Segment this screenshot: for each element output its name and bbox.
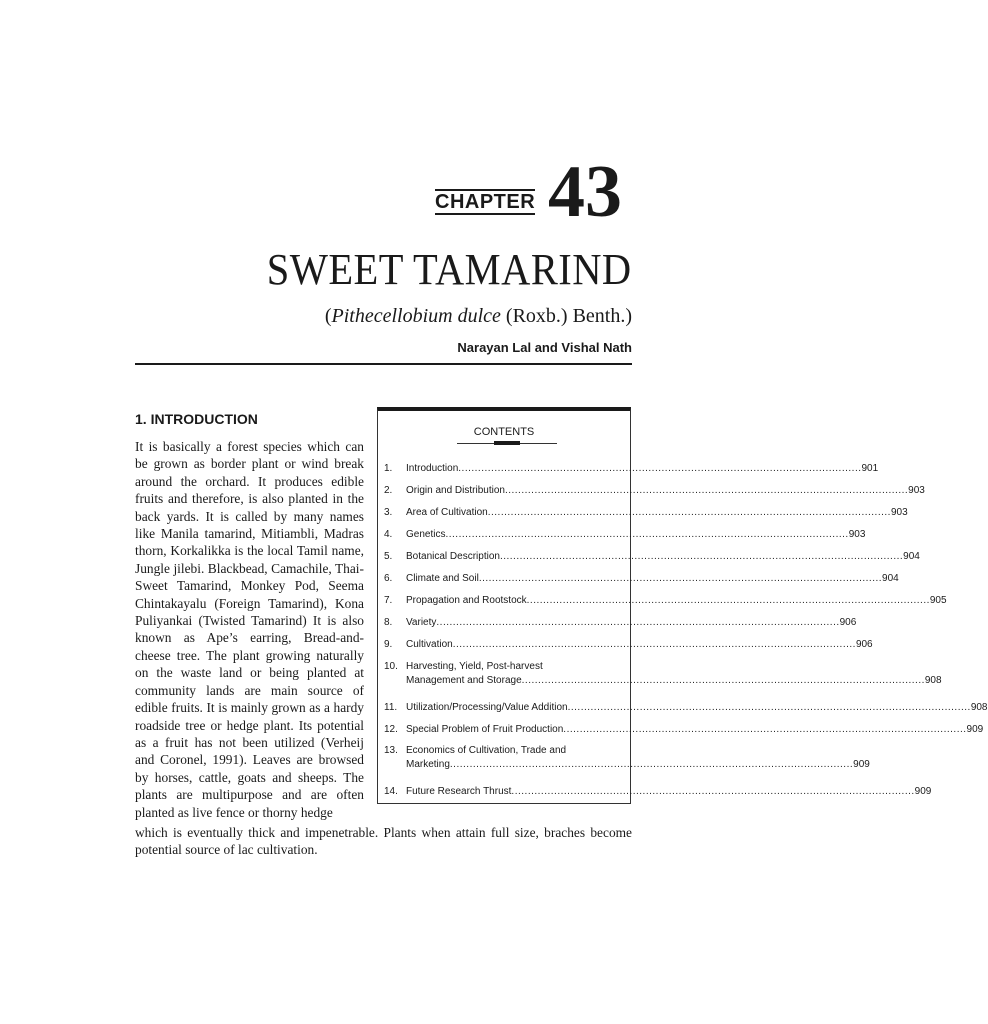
contents-item-page: 908 [924, 675, 942, 686]
contents-item-page: 903 [848, 529, 866, 540]
contents-item [384, 595, 947, 606]
contents-item-page: 904 [903, 551, 920, 562]
contents-item-number: 5. [384, 551, 393, 562]
contents-item-number: 12. [384, 724, 398, 735]
contents-item [384, 786, 932, 797]
contents-item-number: 1. [384, 463, 393, 474]
contents-item-page: 906 [839, 617, 857, 628]
contents-item [384, 724, 984, 735]
body-line: on the waste land or being planted at [135, 665, 364, 681]
contents-item-number: 6. [384, 573, 393, 584]
contents-item [384, 463, 879, 474]
body-line: Jungle jilebi. Blackbead, Camachile, Thai- [135, 560, 364, 576]
scientific-name [325, 305, 632, 328]
body-line: community lands are main source of [135, 682, 364, 698]
contents-item-label: Introduction [406, 463, 459, 474]
contents-item-number: 4. [384, 529, 393, 540]
contents-leader-dots [450, 759, 853, 770]
contents-item-number: 7. [384, 595, 393, 606]
contents-item [384, 529, 866, 540]
contents-item-label: Management and Storage [406, 675, 522, 686]
contents-box [377, 407, 988, 804]
contents-item-page: 901 [861, 463, 879, 474]
contents-item [384, 551, 920, 562]
contents-item-number: 2. [384, 485, 393, 496]
contents-leader-dots [568, 702, 971, 713]
body-line: cheese tree. The plant growing naturally [135, 647, 364, 663]
contents-item-label: Future Research Thrust [406, 786, 512, 797]
body-line: edible fruits. It is mainly grown as a hardy [135, 700, 364, 716]
body-line: be grown as border plant or wind break [135, 456, 364, 472]
contents-item [384, 702, 988, 713]
body-line: potential source of lac cultivation. [135, 842, 318, 858]
contents-item [384, 485, 925, 496]
body-line: Puliyankai (Twisted Tamarind) It is also [135, 613, 364, 629]
introduction-heading: 1. INTRODUCTION [135, 411, 258, 427]
contents-item-label: Climate and Soil [406, 573, 479, 584]
contents-item [384, 573, 899, 584]
contents-rule-mark [494, 441, 520, 445]
contents-leader-dots [453, 639, 856, 650]
contents-item-label: Utilization/Processing/Value Addition [406, 702, 568, 713]
contents-item-page: 909 [853, 759, 870, 770]
body-line: Sweet Tamarind, Monkey Pod, Seema [135, 578, 364, 594]
contents-item-label: Marketing [406, 759, 450, 770]
contents-item [384, 745, 870, 770]
contents-item-page: 906 [855, 639, 873, 650]
contents-item [384, 661, 942, 686]
body-line: back yards. It is called by many names [135, 508, 364, 524]
contents-item [384, 639, 873, 650]
body-line: It is basically a forest species which can [135, 439, 364, 454]
contents-item-label: Botanical Description [406, 551, 500, 562]
contents-item-page: 909 [966, 724, 984, 735]
contents-item [384, 507, 908, 518]
contents-leader-dots [445, 529, 848, 540]
header-divider [135, 363, 632, 365]
contents-item-page: 908 [970, 702, 988, 713]
contents-item-page: 903 [908, 485, 925, 496]
chapter-number: 43 [548, 151, 622, 233]
contents-item [384, 617, 857, 628]
contents-item-label: Economics of Cultivation, Trade and [406, 745, 567, 756]
contents-item-label: Area of Cultivation [406, 507, 488, 518]
body-line: thorn, Korkalikka is the local Tamil name, [135, 543, 364, 559]
body-line: planted as live fence or thorny hedge [135, 804, 333, 820]
contents-leader-dots [522, 675, 925, 686]
contents-item-label: Harvesting, Yield, Post-harvest [406, 661, 543, 672]
contents-item-number: 10. [384, 661, 398, 672]
body-line: and Coronel, 1991). Leaves are browsed [135, 752, 364, 768]
body-line: Chintakayalu (Foreign Tamarind), Kona [135, 595, 364, 611]
contents-leader-dots [563, 724, 966, 735]
body-line: known as Ape’s earring, Bread-and- [135, 630, 364, 646]
contents-item-label: Propagation and Rootstock [406, 595, 527, 606]
contents-item-label: Origin and Distribution [406, 485, 505, 496]
body-line: fruits and therefore, is also planted in the [135, 491, 364, 507]
contents-item-number: 13. [384, 745, 398, 756]
contents-leader-dots [479, 573, 882, 584]
contents-leader-dots [458, 463, 861, 474]
contents-item-page: 909 [914, 786, 932, 797]
sci-authority: (Roxb.) Benth.) [500, 305, 632, 327]
contents-item-page: 905 [929, 595, 947, 606]
contents-item-page: 903 [890, 507, 908, 518]
chapter-title: SWEET TAMARIND [267, 245, 632, 294]
contents-item-label: Cultivation [406, 639, 453, 650]
contents-item-label: Genetics [406, 529, 446, 540]
contents-item-number: 9. [384, 639, 393, 650]
body-line: plants are multipurpose and are often [135, 787, 364, 803]
chapter-label: CHAPTER [435, 191, 536, 213]
contents-item-page: 904 [882, 573, 899, 584]
contents-item-number: 3. [384, 507, 393, 518]
body-line: as a fruit has not been utilized (Verheij [135, 734, 364, 750]
contents-item-number: 14. [384, 786, 398, 797]
contents-title: CONTENTS [473, 426, 535, 438]
contents-item-number: 11. [384, 702, 398, 713]
body-line: around the orchard. It produces edible [135, 473, 364, 489]
contents-leader-dots [500, 551, 903, 562]
contents-item-label: Special Problem of Fruit Production [406, 724, 564, 735]
contents-leader-dots [527, 595, 930, 606]
introduction-body-wide [135, 824, 632, 859]
contents-leader-dots [505, 485, 908, 496]
contents-leader-dots [436, 617, 839, 628]
contents-leader-dots [488, 507, 891, 518]
body-line: which is eventually thick and impenetrable. Plants when attain full size, braches become [135, 825, 632, 840]
authors: Narayan Lal and Vishal Nath [457, 340, 632, 355]
contents-item-label: Variety [406, 617, 437, 628]
sci-open-paren: ( [324, 305, 332, 327]
contents-item-number: 8. [384, 617, 393, 628]
introduction-body-narrow [135, 438, 364, 821]
contents-leader-dots [511, 786, 914, 797]
sci-genus-species: Pithecellobium dulce [331, 305, 501, 327]
body-line: by horses, cattle, goats and sheeps. The [135, 769, 364, 785]
body-line: like Manila tamarind, Mitiambli, Madras [135, 526, 364, 542]
body-line: roadside tree or hedge plant. Its potential [135, 717, 364, 733]
